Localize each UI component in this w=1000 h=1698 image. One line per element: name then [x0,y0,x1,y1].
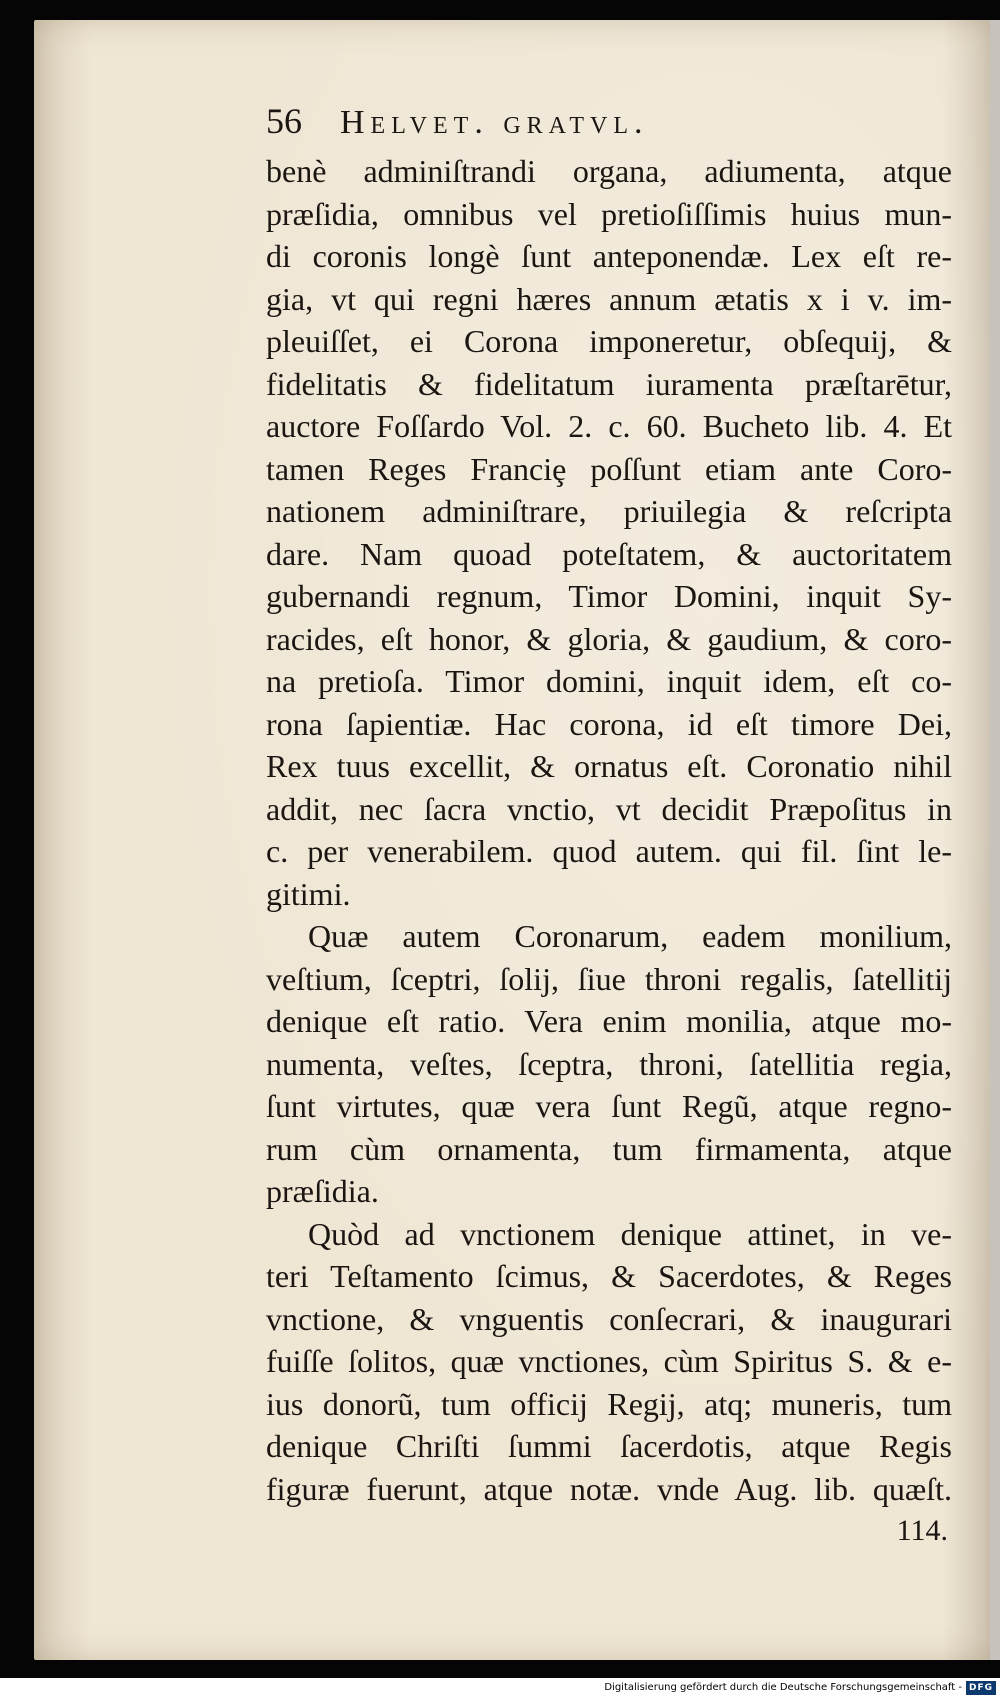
running-title: Helvet. gratvl. [340,104,649,141]
text-line: addit, nec ſacra vnctio, vt decidit Præpoſitus in [266,790,952,827]
text-line: pleuiſſet, ei Corona imponeretur, obſequij, & [266,323,952,359]
text-line: gitimi. [266,875,351,912]
text-line: præſidia, omnibus vel pretioſiſſimis huius mun- [266,195,952,232]
text-line: figuræ fuerunt, atque notæ. vnde Aug. lib. quæſt. [266,1470,952,1507]
text-line: c. per venerabilem. quod autem. qui fil. ſint le- [266,833,952,869]
text-line: gia, vt qui regni hæres annum ætatis x i v. im- [266,280,952,317]
text-line: veſtium, ſceptri, ſolij, ſiue throni regalis, ſatellitij [266,960,952,997]
catchword: 114. [896,1514,948,1547]
text-line: auctore Foſſardo Vol. 2. c. 60. Bucheto lib. 4. Et [266,408,952,444]
dfg-logo-icon: DFG [966,1681,996,1695]
text-line: fuiſſe ſolitos, quæ vnctiones, cùm Spiritus S. & e- [266,1343,952,1379]
text-line: numenta, veſtes, ſceptra, throni, ſatellitia regia, [266,1045,952,1082]
text-line: di coronis longè ſunt anteponendæ. Lex eſt re- [266,238,952,274]
text-line: racides, eſt honor, & gloria, & gaudium, & coro- [266,620,952,657]
text-line: benè adminiſtrandi organa, adiumenta, atque [266,153,952,189]
text-line: denique Chriſti ſummi ſacerdotis, atque Regis [266,1428,952,1464]
text-line: Quæ autem Coronarum, eadem monilium, [308,918,952,954]
text-line: Quòd ad vnctionem denique attinet, in ve- [308,1215,952,1252]
text-line: vnctione, & vnguentis conſecrari, & inaugurari [266,1300,952,1337]
text-line: tamen Reges Franciȩ poſſunt etiam ante Coro- [266,450,952,487]
text-line: na pretioſa. Timor domini, inquit idem, eſt co- [266,663,952,699]
text-line: rona ſapientiæ. Hac corona, id eſt timore Dei, [266,705,952,742]
text-line: ius donorũ, tum officij Regij, atq; muneris, tum [266,1385,952,1422]
page-edge [990,20,1000,1660]
text-line: denique eſt ratio. Vera enim monilia, atque mo- [266,1003,952,1039]
page-number: 56 [266,101,302,141]
running-head [266,100,952,148]
text-line: dare. Nam quoad poteſtatem, & auctoritatem [266,535,952,572]
text-line: teri Teſtamento ſcimus, & Sacerdotes, & Reges [266,1258,952,1294]
text-line: gubernandi regnum, Timor Domini, inquit Sy- [266,578,952,614]
text-line: nationem adminiſtrare, priuilegia & reſcripta [266,493,952,529]
page-text-block [266,100,952,1552]
funding-credit: Digitalisierung gefördert durch die Deutsche Forschungsgemeinschaft - [604,1682,962,1693]
text-line: ſunt virtutes, quæ vera ſunt Regũ, atque regno- [266,1088,952,1124]
text-line: præſidia. [266,1173,379,1209]
text-line: fidelitatis & fidelitatum iuramenta præſtarētur, [266,365,952,402]
text-line: rum cùm ornamenta, tum firmamenta, atque [266,1130,952,1167]
text-line: Rex tuus excellit, & ornatus eſt. Coronatio nihil [266,748,952,784]
